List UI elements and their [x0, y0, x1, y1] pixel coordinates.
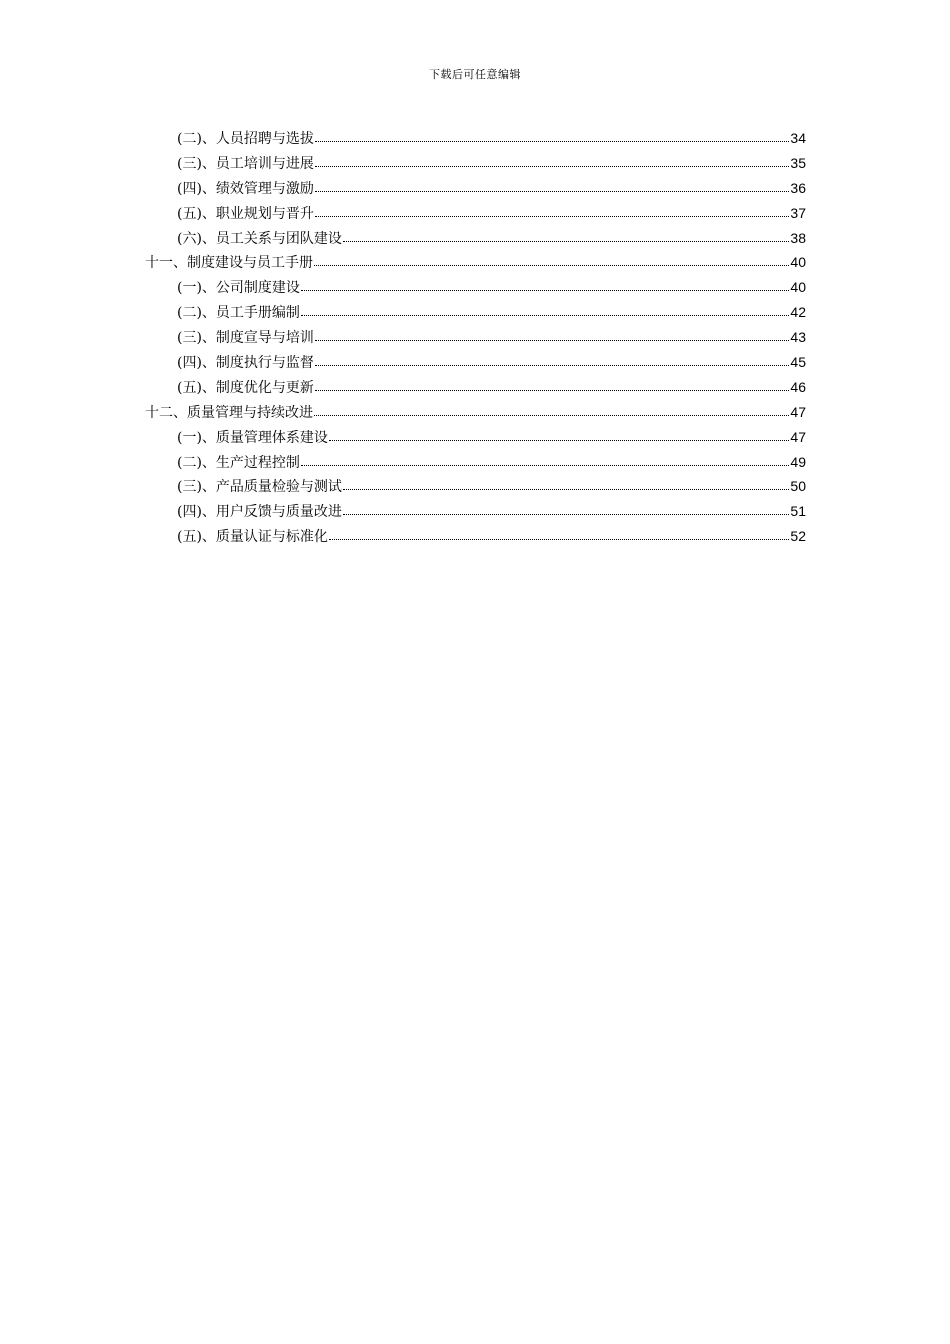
toc-dot-leader	[343, 229, 789, 243]
toc-entry[interactable]	[145, 474, 806, 499]
toc-entry[interactable]	[145, 126, 806, 151]
toc-entry-title: (一)、质量管理体系建设	[177, 429, 328, 446]
toc-dot-leader	[315, 179, 789, 193]
toc-entry[interactable]	[145, 300, 806, 325]
toc-entry-title: 十一、制度建设与员工手册	[145, 255, 313, 272]
toc-dot-leader	[315, 129, 789, 143]
toc-dot-leader	[315, 154, 789, 168]
toc-entry[interactable]	[145, 524, 806, 549]
toc-page-number: 34	[790, 130, 806, 146]
toc-dot-leader	[301, 278, 789, 292]
toc-page-number: 49	[790, 453, 806, 470]
toc-entry-title: (二)、生产过程控制	[177, 454, 300, 471]
toc-chapter-entry[interactable]	[145, 250, 806, 275]
toc-dot-leader	[315, 378, 789, 392]
toc-page-number: 47	[790, 403, 806, 420]
toc-entry-title: (三)、产品质量检验与测试	[177, 479, 342, 496]
page-header: 下载后可任意编辑	[429, 68, 521, 81]
toc-entry-title: (五)、制度优化与更新	[177, 379, 314, 396]
toc-page-number: 42	[790, 304, 806, 321]
toc-page-number: 47	[790, 428, 806, 445]
toc-page-number: 50	[790, 478, 806, 495]
toc-page-number: 35	[790, 154, 806, 171]
toc-entry[interactable]	[145, 425, 806, 450]
toc-entry[interactable]	[145, 499, 806, 524]
toc-entry-title: (三)、制度宣导与培训	[177, 330, 314, 347]
toc-dot-leader	[343, 502, 789, 516]
toc-dot-leader	[315, 204, 789, 218]
toc-dot-leader	[343, 477, 789, 491]
toc-page-number: 36	[790, 179, 806, 196]
toc-entry-title: (四)、绩效管理与激励	[177, 180, 314, 197]
toc-page-number: 43	[790, 329, 806, 346]
toc-dot-leader	[314, 253, 789, 267]
toc-entry-title: (二)、员工手册编制	[177, 305, 300, 322]
toc-dot-leader	[301, 303, 789, 317]
toc-entry-title: (六)、员工关系与团队建设	[177, 230, 342, 247]
toc-entry-title: (三)、员工培训与进展	[177, 155, 314, 172]
toc-dot-leader	[315, 353, 789, 367]
toc-dot-leader	[314, 403, 789, 417]
toc-entry[interactable]	[145, 275, 806, 300]
toc-entry[interactable]	[145, 350, 806, 375]
toc-entry-title: (四)、用户反馈与质量改进	[177, 504, 342, 521]
toc-chapter-entry[interactable]	[145, 400, 806, 425]
toc-page-number: 46	[790, 378, 806, 395]
toc-entry[interactable]	[145, 151, 806, 176]
toc-page-number: 38	[790, 229, 806, 246]
toc-entry[interactable]	[145, 176, 806, 201]
toc-entry[interactable]	[145, 325, 806, 350]
toc-page-number: 40	[790, 279, 806, 296]
toc-entry-title: (五)、质量认证与标准化	[177, 529, 328, 546]
toc-dot-leader	[301, 453, 789, 467]
toc-entry[interactable]	[145, 226, 806, 251]
toc-dot-leader	[315, 328, 789, 342]
toc-entry[interactable]	[145, 375, 806, 400]
toc-entry[interactable]	[145, 450, 806, 475]
toc-entry-title: (五)、职业规划与晋升	[177, 205, 314, 222]
toc-page-number: 45	[790, 354, 806, 371]
toc-entry[interactable]	[145, 201, 806, 226]
toc-page-number: 52	[790, 528, 806, 545]
toc-dot-leader	[329, 428, 789, 442]
toc-page-number: 40	[790, 254, 806, 271]
toc-entry-title: (二)、人员招聘与选拔	[177, 131, 314, 147]
toc-dot-leader	[329, 527, 789, 541]
table-of-contents	[145, 126, 806, 549]
toc-page-number: 37	[790, 204, 806, 221]
toc-entry-title: (四)、制度执行与监督	[177, 355, 314, 372]
toc-entry-title: (一)、公司制度建设	[177, 280, 300, 297]
toc-page-number: 51	[790, 503, 806, 520]
toc-entry-title: 十二、质量管理与持续改进	[145, 404, 313, 421]
